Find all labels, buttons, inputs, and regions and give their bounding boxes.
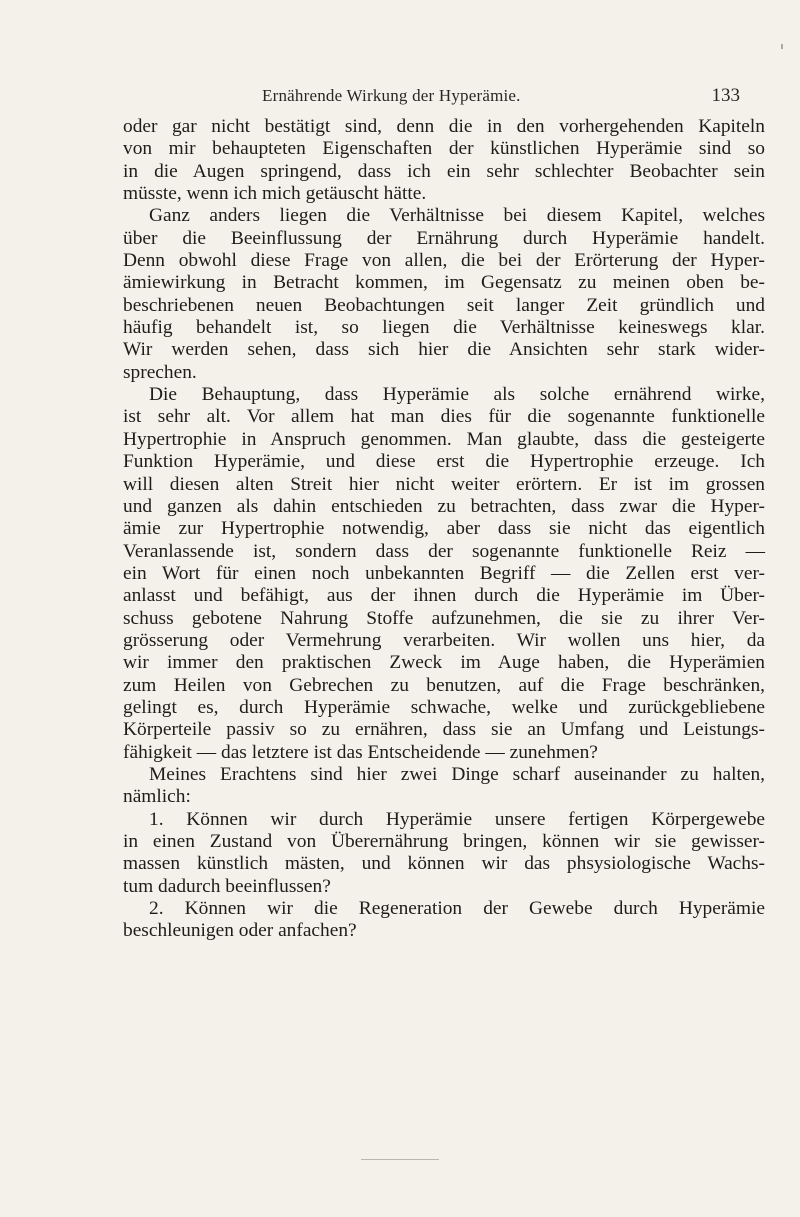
text-line: anlasst und befähigt, aus der ihnen durch die Hyperämie im Über-: [123, 585, 765, 607]
text-line: und ganzen als dahin entschieden zu betrachten, dass zwar die Hyper-: [123, 495, 765, 517]
text-line: Ganz anders liegen die Verhältnisse bei diesem Kapitel, welches: [149, 205, 765, 227]
text-line: von mir behaupteten Eigenschaften der künstlichen Hyperämie sind so: [123, 138, 765, 160]
text-line: beschriebenen neuen Beobachtungen seit langer Zeit gründlich und: [123, 294, 765, 316]
text-line: Körperteile passiv so zu ernähren, dass sie an Umfang und Leistungs-: [123, 719, 765, 741]
text-line: müsste, wenn ich mich getäuscht hätte.: [123, 183, 427, 205]
text-line: über die Beeinflussung der Ernährung durch Hyperämie handelt.: [123, 227, 765, 249]
text-line: sprechen.: [123, 361, 197, 383]
text-line: häufig behandelt ist, so liegen die Verhältnisse keineswegs klar.: [123, 317, 765, 339]
text-line: schuss gebotene Nahrung Stoffe aufzunehmen, die sie zu ihrer Ver-: [123, 607, 765, 629]
text-line: gelingt es, durch Hyperämie schwache, welke und zurückgebliebene: [123, 696, 765, 718]
scan-mark: [781, 44, 783, 49]
text-line: grösserung oder Vermehrung verarbeiten. Wir wollen uns hier, da: [123, 629, 765, 651]
body-text: [123, 116, 765, 943]
text-line: Denn obwohl diese Frage von allen, die bei der Erörterung der Hyper-: [123, 250, 765, 272]
text-line: zum Heilen von Gebrechen zu benutzen, auf die Frage beschränken,: [123, 674, 765, 696]
running-title: Ernährende Wirkung der Hyperämie.: [262, 86, 521, 105]
text-line: beschleunigen oder anfachen?: [123, 920, 357, 942]
text-line: massen künstlich mästen, und können wir das phsysiologische Wachs-: [123, 853, 765, 875]
running-header: [130, 86, 760, 110]
text-line: ämiewirkung in Betracht kommen, im Gegensatz zu meinen oben be-: [123, 272, 765, 294]
text-line: 1. Können wir durch Hyperämie unsere fertigen Körpergewebe: [149, 808, 765, 830]
text-line: nämlich:: [123, 786, 191, 808]
text-line: fähigkeit — das letztere ist das Entscheidende — zunehmen?: [123, 741, 598, 763]
text-line: ein Wort für einen noch unbekannten Begriff — die Zellen erst ver-: [123, 562, 765, 584]
page-number: 133: [711, 85, 740, 106]
text-line: Meines Erachtens sind hier zwei Dinge scharf auseinander zu halten,: [149, 763, 765, 785]
text-line: oder gar nicht bestätigt sind, denn die in den vorhergehenden Kapiteln: [123, 116, 765, 137]
text-line: in die Augen springend, dass ich ein sehr schlechter Beobachter sein: [123, 160, 765, 182]
text-line: 2. Können wir die Regeneration der Gewebe durch Hyperämie: [149, 898, 765, 920]
text-line: Wir werden sehen, dass sich hier die Ansichten sehr stark wider-: [123, 339, 765, 361]
footer-rule: [361, 1159, 439, 1160]
text-line: wir immer den praktischen Zweck im Auge haben, die Hyperämien: [123, 652, 765, 674]
text-line: in einen Zustand von Überernährung bringen, können wir sie gewisser-: [123, 831, 765, 852]
text-line: will diesen alten Streit hier nicht weiter erörtern. Er ist im grossen: [123, 473, 765, 495]
text-line: Funktion Hyperämie, und diese erst die Hypertrophie erzeuge. Ich: [123, 451, 765, 473]
text-line: Veranlassende ist, sondern dass der sogenannte funktionelle Reiz —: [123, 540, 765, 562]
text-line: ist sehr alt. Vor allem hat man dies für die sogenannte funktionelle: [123, 406, 765, 428]
text-line: tum dadurch beeinflussen?: [123, 875, 331, 897]
text-line: Hypertrophie in Anspruch genommen. Man glaubte, dass die gesteigerte: [123, 428, 765, 450]
text-line: Die Behauptung, dass Hyperämie als solche ernährend wirke,: [149, 384, 765, 406]
text-line: ämie zur Hypertrophie notwendig, aber dass sie nicht das eigentlich: [123, 518, 765, 540]
